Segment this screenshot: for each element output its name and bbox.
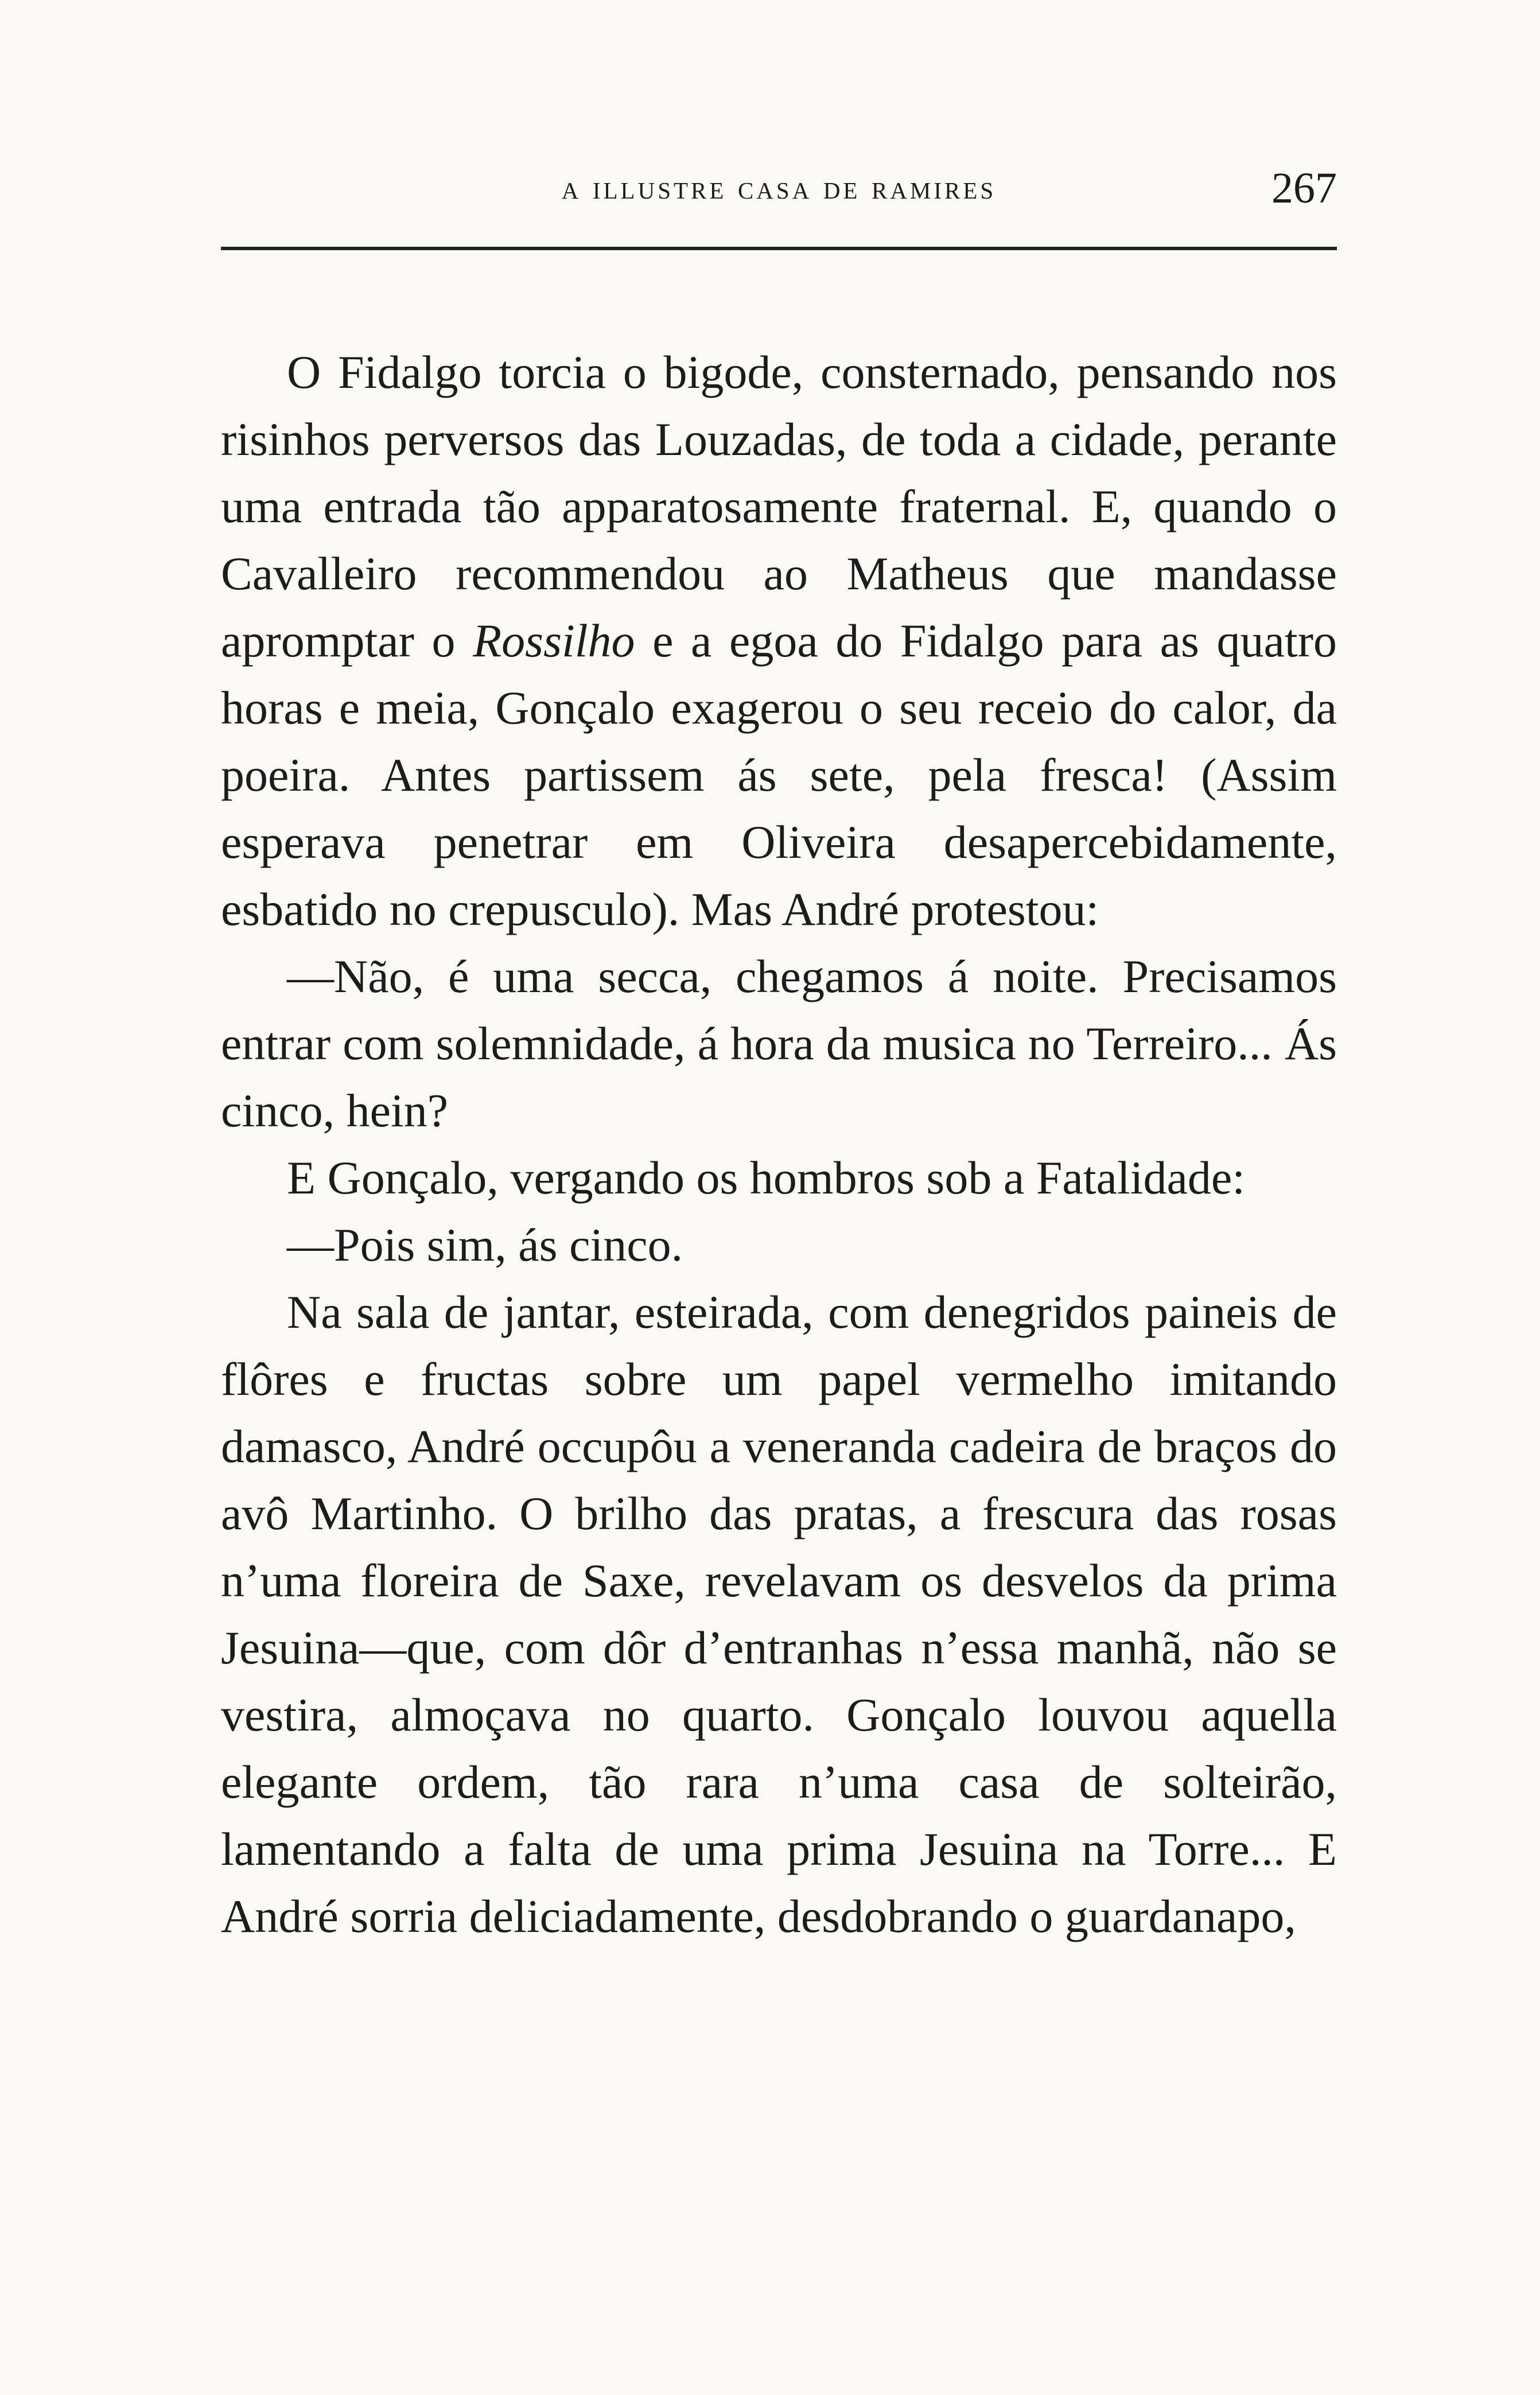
paragraph: Na sala de jantar, esteirada, com denegridos paineis de flôres e fructas sobre um papel vermelho imitando damasco, André occupôu a veneranda cadeira de braços do avô Martinho. O brilho das pratas, a frescura das rosas n’uma floreira de Saxe, revelavam os desvelos da prima Jesuina—que, com dôr d’entranhas n’essa manhã, não se vestira, almoçava no quarto. Gonçalo louvou aquella elegante ordem, tão rara n’uma casa de solteirão, lamentando a falta de uma prima Jesuina na Torre... E André sorria deliciadamente, desdobrando o guardanapo,: [221, 1286, 1337, 1942]
paragraph-text: e a egoa do Fidalgo para as quatro horas e meia, Gonçalo exagerou o seu receio do calor, da poeira. Antes partissem ás sete, pela fresca! (Assim esperava penetrar em Oliveira desapercebidamente, esbatido no crepusculo). Mas André protestou:: [221, 615, 1337, 935]
running-title: a illustre casa de ramires: [561, 169, 997, 206]
page-header: [221, 164, 1337, 215]
dialogue-paragraph: —Pois sim, ás cinco.: [287, 1219, 683, 1271]
dialogue-paragraph: —Não, é uma secca, chegamos á noite. Precisamos entrar com solemnidade, á hora da musica no Terreiro... Ás cinco, hein?: [221, 950, 1337, 1137]
paragraph: E Gonçalo, vergando os hombros sob a Fatalidade:: [287, 1152, 1246, 1204]
body-text: [221, 339, 1337, 1950]
header-rule: [221, 247, 1337, 250]
page-number: 267: [1271, 164, 1337, 212]
horse-name: Rossilho: [473, 615, 635, 667]
paragraph: [221, 339, 1337, 943]
paragraph-text: O Fidalgo torcia o bigode, consternado, pensando nos risinhos perversos das Louzadas, de toda a cidade, perante uma entrada tão apparatosamente fraternal. E, quando o Cavalleiro recommendou ao Matheus que mandasse apromptar o: [221, 346, 1337, 667]
